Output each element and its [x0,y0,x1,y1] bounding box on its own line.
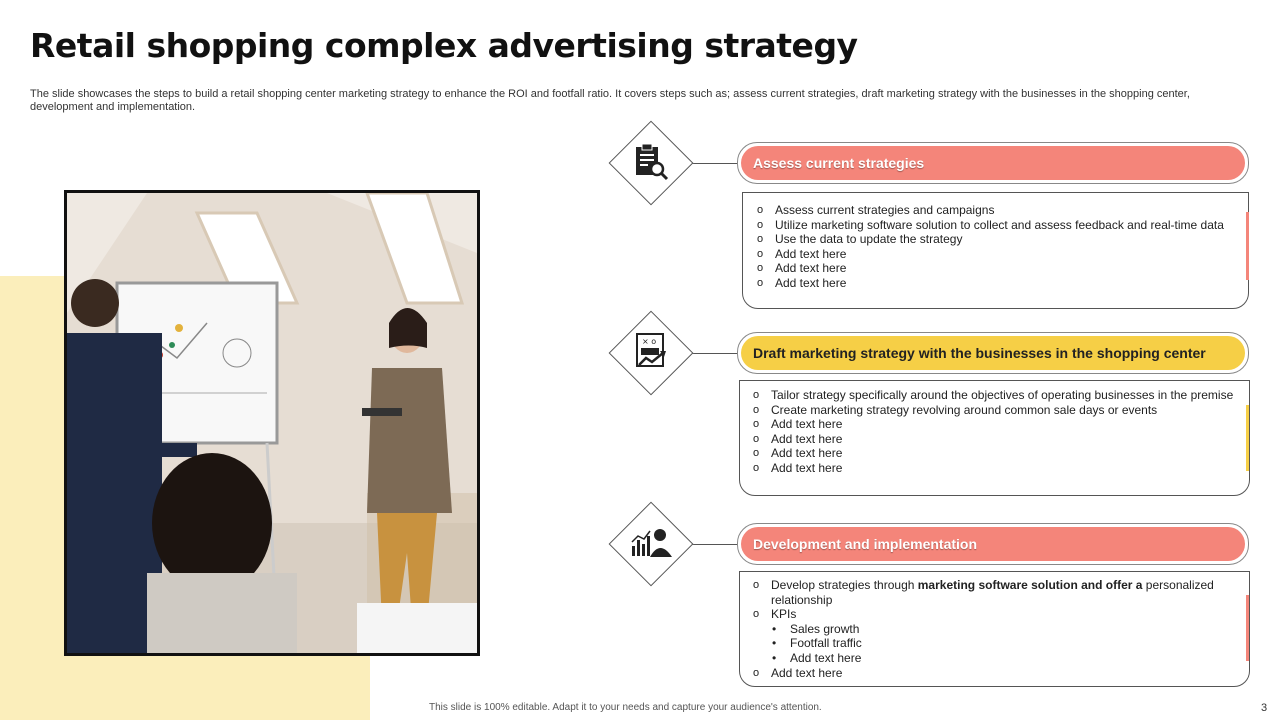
list-item-kpis: o KPIs [753,607,1241,622]
step3-heading-pill [737,523,1249,565]
list-item: o Add text here [753,666,1241,681]
list-item: o Tailor strategy specifically around the objectives of operating businesses in the premise [753,388,1241,403]
step2-accent-bar [1246,405,1249,471]
list-item: o Develop strategies through marketing software solution and offer a personalized relationship [753,578,1241,607]
step1-accent-bar [1246,212,1249,280]
list-item: o Create marketing strategy revolving around common sale days or events [753,403,1241,418]
step3-accent-bar [1246,595,1249,661]
list-item: o Assess current strategies and campaigns [757,203,1240,218]
step2-details-card [739,380,1250,496]
list-item: o Add text here [757,276,1240,291]
step3-connector-line [692,544,740,545]
list-item: o Add text here [753,417,1241,432]
list-item: o Add text here [757,261,1240,276]
step2-connector-line [692,353,740,354]
kpi-item: • Sales growth [753,622,1241,637]
step3-icon-container [609,502,693,586]
list-item: o Add text here [753,446,1241,461]
slide-title: Retail shopping complex advertising strategy [30,26,858,65]
step3-heading: Development and implementation [741,527,1245,561]
step1-icon-container [609,121,693,205]
clipboard-search-icon [631,141,671,186]
page-number: 3 [1261,702,1268,714]
footer-note: This slide is 100% editable. Adapt it to your needs and capture your audience's attention. [429,702,822,713]
kpi-item: • Footfall traffic [753,636,1241,651]
kpi-item: • Add text here [753,651,1241,666]
meeting-photo [64,190,480,656]
step2-heading: Draft marketing strategy with the businesses in the shopping center [741,336,1245,370]
list-item: o Utilize marketing software solution to collect and assess feedback and real-time data [757,218,1240,233]
step1-connector-line [692,163,740,164]
step1-heading: Assess current strategies [741,146,1245,180]
step3-details-card [739,571,1250,687]
list-item: o Add text here [753,432,1241,447]
step1-heading-pill [737,142,1249,184]
list-item: o Add text here [753,461,1241,476]
strategy-chart-icon [633,331,669,376]
step2-heading-pill [737,332,1249,374]
svg-text:× o: × o [642,336,657,346]
list-item: o Add text here [757,247,1240,262]
list-item: o Use the data to update the strategy [757,232,1240,247]
step1-details-card [742,192,1249,309]
step2-icon-container [609,311,693,395]
presenter-chart-icon [630,526,672,563]
slide-subtitle: The slide showcases the steps to build a retail shopping center marketing strategy to enhance the ROI and footfall ratio. It covers steps such as; assess current strategies, draft marketing strategy with the businesses in the shopping center, development and implementation. [30,88,1190,113]
